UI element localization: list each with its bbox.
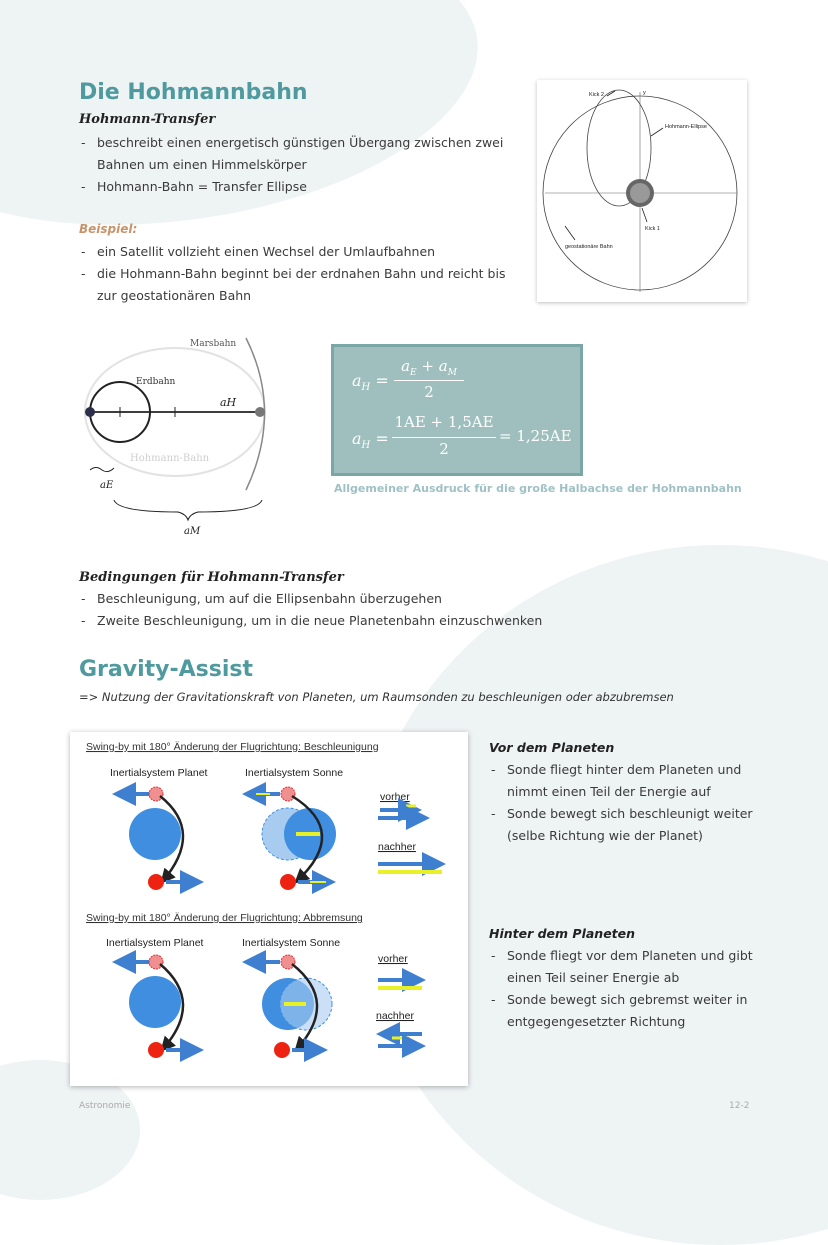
y-axis-label: y [643,90,646,96]
formula-caption: Allgemeiner Ausdruck für die große Halbachse der Hohmannbahn [334,482,742,495]
before-planet-bullets [489,759,759,847]
formula-line2-numerator: 1AE + 1,5AE [394,413,494,431]
planet [129,976,181,1028]
list-item: - Sonde fliegt vor dem Planeten und gibt einen Teil seiner Energie ab [489,945,759,989]
swingby-diagram [70,732,468,1086]
formula-sub: M [447,368,457,378]
kick1-label: Kick 1 [645,226,660,232]
footer-subject: Astronomie [79,1101,131,1111]
list-item: - Sonde bewegt sich beschleunigt weiter (selbe Richtung wie der Planet) [489,803,759,847]
formula-var: a [401,357,411,375]
erdbahn-label: Erdbahn [136,377,176,387]
after-label: nachher [376,1010,414,1022]
formula-sub: H [361,382,371,394]
subtitle-hohmann-transfer: Hohmann-Transfer [79,112,216,127]
formula-sub: E [410,368,417,378]
list-item: - Sonde fliegt hinter dem Planeten und nimmt einen Teil der Energie auf [489,759,759,803]
section-title-hohmannbahn: Die Hohmannbahn [79,80,308,105]
list-item: - Sonde bewegt sich gebremst weiter in entgegengesetzter Richtung [489,989,759,1033]
formula-line1-denominator: 2 [424,383,434,401]
list-item: - die Hohmann-Bahn beginnt bei der erdnahen Bahn und reicht bis zur geostationären Bahn [79,263,519,307]
a-e-label: aE [100,480,114,491]
probe-after [280,874,296,890]
formula-result: = 1,25AE [499,427,572,445]
planet-frame-label: Inertialsystem Planet [110,767,208,779]
swingby-figure [70,732,468,1086]
behind-planet-bullets [489,945,759,1033]
formula-line1-lhs: $a_H$ = [352,371,389,394]
after-label: nachher [378,841,416,853]
formula-line1-numerator [394,357,464,378]
formula-line2-lhs: $a_H$ = [352,429,389,452]
list-item: - Hohmann-Bahn = Transfer Ellipse [79,176,519,198]
section-title-gravity-assist: Gravity-Assist [79,657,253,682]
conditions-title: Bedingungen für Hohmann-Transfer [79,570,344,585]
background-shape [0,0,497,260]
probe-before [149,787,163,801]
sun-frame-label: Inertialsystem Sonne [242,937,341,949]
hohmann-sketch [78,330,288,540]
planet-frame-label: Inertialsystem Planet [106,937,204,949]
formula-plus: + a [421,357,448,375]
a-h-label: aH [220,396,237,409]
formula-var: a [352,429,362,448]
orbit-figure [537,80,747,302]
probe-after [274,1042,290,1058]
orbit-diagram [537,80,747,302]
formula-sub: H [361,440,371,452]
ellipse-label: Hohmann-Ellipse [665,124,707,130]
list-item: - Zweite Beschleunigung, um in die neue Planetenbahn einzuschwenken [79,610,599,632]
hohmann-bahn-label: Hohmann-Bahn [130,453,210,464]
list-item: - Beschleunigung, um auf die Ellipsenbahn überzugehen [79,588,599,610]
kick2-label: Kick 2 [589,92,604,98]
sun-frame-label: Inertialsystem Sonne [245,767,344,779]
formula-var: a [352,371,362,390]
formula-line2-denominator: 2 [439,440,449,458]
example-bullets [79,241,519,307]
before-planet-title: Vor dem Planeten [489,740,615,755]
list-item: - beschreibt einen energetisch günstigen Übergang zwischen zwei Bahnen um einen Himmelskörper [79,132,519,176]
example-label: Beispiel: [79,222,138,236]
probe-after [148,1042,164,1058]
fraction-bar [392,437,496,438]
probe-after [148,874,164,890]
probe-before [281,787,295,801]
formula-box [331,344,583,476]
swingby-bottom-title: Swing-by mit 180° Änderung der Flugrichtung: Abbremsung [86,912,363,924]
behind-planet-title: Hinter dem Planeten [489,926,636,941]
gravity-assist-intro: => Nutzung der Gravitationskraft von Planeten, um Raumsonden zu beschleunigen oder abzubremsen [79,690,674,704]
before-label: vorher [380,791,410,803]
fraction-bar [394,380,464,381]
planet [129,808,181,860]
before-label: vorher [378,953,408,965]
probe-before [281,955,295,969]
marsbahn-label: Marsbahn [190,339,237,349]
hohmann-bullets [79,132,519,198]
swingby-top-title: Swing-by mit 180° Änderung der Flugrichtung: Beschleunigung [86,741,379,753]
list-item: - ein Satellit vollzieht einen Wechsel der Umlaufbahnen [79,241,519,263]
a-m-label: aM [184,526,201,537]
conditions-bullets [79,588,599,632]
geo-orbit-label: geostationäre Bahn [565,244,613,250]
footer-page-number: 12-2 [729,1101,750,1111]
probe-before [149,955,163,969]
